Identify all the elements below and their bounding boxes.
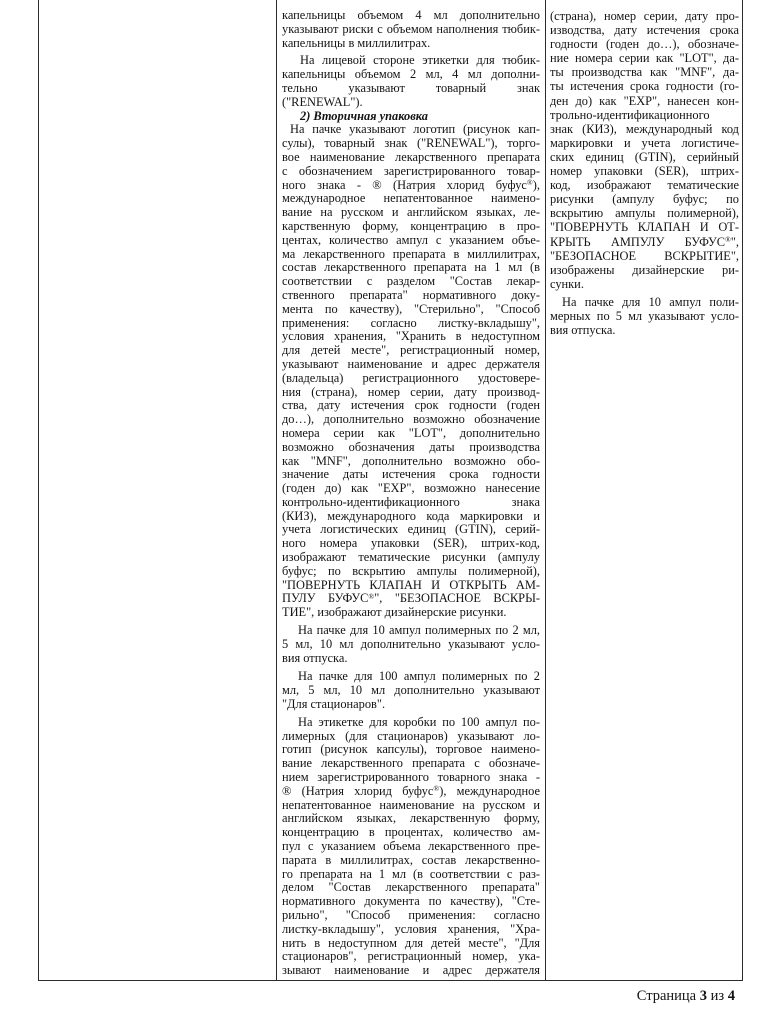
document-table bbox=[38, 0, 743, 981]
text-line: ских единиц (GTIN), серийный bbox=[550, 149, 739, 164]
text-line: капельницы объемом 2 мл, 4 мл дополни- bbox=[282, 68, 540, 82]
text-line: "Для стационаров". bbox=[282, 698, 386, 712]
text-line: для детей месте", регистрационный номер, bbox=[282, 344, 540, 358]
text-line: буфус; по вскрытию ампулы полимерной), bbox=[282, 564, 540, 578]
text-line: капельницы объемом 4 мл дополнительно bbox=[282, 9, 540, 22]
text-line: тельно указывают товарный знак bbox=[282, 81, 540, 95]
text-line: парата в миллилитрах, состав лекарственно- bbox=[282, 853, 540, 867]
text-line: условия хранения, "Хранить в недоступном bbox=[282, 330, 540, 344]
text-line: ты производства как "MNF", да- bbox=[550, 65, 739, 80]
paragraph bbox=[282, 716, 540, 978]
text-line: готип (рисунок капсулы), торговое наимено- bbox=[282, 743, 540, 757]
text-line: номера серии как "LOT", дополнительно bbox=[282, 426, 540, 440]
text-line: лимерных (для стационаров) указывают ло- bbox=[282, 729, 540, 743]
text-line: как "MNF", дополнительно возможно обо- bbox=[282, 454, 540, 468]
text-line: На лицевой стороне этикетки для тюбик- bbox=[300, 54, 540, 68]
text-line: сунки. bbox=[550, 276, 584, 291]
text-line: ния (страна), номер серии, дату производ- bbox=[282, 385, 540, 399]
text-line: На пачке для 10 ампул поли- bbox=[562, 294, 739, 309]
text-line: соответствии с разделом "Состав лекар- bbox=[282, 275, 540, 289]
table-cell-right bbox=[546, 0, 742, 980]
paragraph bbox=[282, 54, 540, 109]
text-line: ПУЛУ БУФУС®", "БЕЗОПАСНОЕ ВСКРЫ- bbox=[282, 592, 540, 606]
paragraph bbox=[550, 9, 739, 291]
text-line: указывают наименование и адрес держателя bbox=[282, 357, 540, 371]
section-subheading bbox=[282, 110, 540, 124]
total-pages-number: 4 bbox=[727, 988, 735, 1004]
text-line: На пачке для 100 ампул полимерных по 2 bbox=[298, 670, 540, 684]
text-line: ма лекарственного препарата в миллилитрах, bbox=[282, 247, 540, 261]
text-line: (годен до) как "EXP", возможно нанесение bbox=[282, 482, 540, 496]
text-line: ства, дату истечения срок годности (годен bbox=[282, 399, 540, 413]
text-line: го препарата на 1 мл (в соответствии с раз- bbox=[282, 867, 540, 881]
text-line: На пачке указывают логотип (рисунок кап- bbox=[290, 123, 540, 137]
text-line: мл, 5 мл, 10 мл дополнительно указывают bbox=[282, 684, 540, 698]
text-line: "ПОВЕРНУТЬ КЛАПАН И ОТКРЫТЬ АМ- bbox=[282, 578, 540, 592]
text-line: трольно-идентификационного bbox=[550, 107, 710, 122]
text-line: применения: согласно листку-вкладышу", bbox=[282, 316, 540, 330]
text-line: листку-вкладышу", условия хранения, "Хра- bbox=[282, 922, 540, 936]
text-line: изображают тематические рисунки (ампулу bbox=[282, 551, 540, 565]
text-line: ден до) как "EXP", нанесен кон- bbox=[550, 93, 739, 108]
text-line: до…), дополнительно возможно обозначение bbox=[282, 413, 540, 427]
text-line: изводства, дату истечения срока bbox=[550, 23, 739, 38]
table-cell-left bbox=[39, 0, 277, 980]
text-line: "ПОВЕРНУТЬ КЛАПАН И ОТ- bbox=[550, 220, 739, 235]
text-line: указывают риски с объемом наполнения тюбик- bbox=[282, 22, 540, 36]
text-line: английском языках, лекарственную форму, bbox=[282, 812, 540, 826]
text-line: "БЕЗОПАСНОЕ ВСКРЫТИЕ", bbox=[550, 248, 739, 263]
text-line: вое наименование лекарственного препарата bbox=[282, 150, 540, 164]
text-line: годности (годен до…), обозначе- bbox=[550, 37, 739, 52]
text-line: знак (КИЗ), международный код bbox=[550, 121, 739, 136]
text-line: зывают наименование и адрес держателя bbox=[282, 964, 540, 978]
text-line: вия отпуска. bbox=[550, 323, 616, 338]
text-line: капельницы в миллилитрах. bbox=[282, 36, 431, 50]
text-line: 5 мл, 10 мл дополнительно указывают усло- bbox=[282, 637, 540, 651]
text-line: значение даты истечения срока годности bbox=[282, 468, 540, 482]
text-line: изображены дизайнерские ри- bbox=[550, 262, 739, 277]
text-line: ты истечения срока годности (го- bbox=[550, 79, 739, 94]
text-line: нием зарегистрированного товарного знака - bbox=[282, 771, 540, 785]
text-line: делом "Состав лекарственного препарата" bbox=[282, 881, 540, 895]
text-line: вия отпуска. bbox=[282, 651, 348, 665]
text-line: маркировки и учета логистиче- bbox=[550, 135, 739, 150]
text-line: ТИЕ", изображают дизайнерские рисунки. bbox=[282, 606, 507, 620]
text-line: вание на русском и английском языках, ле- bbox=[282, 206, 540, 220]
text-line: (страна), номер серии, дату про- bbox=[550, 9, 739, 23]
paragraph bbox=[282, 670, 540, 711]
text-line: рисунки (ампулу буфус; по bbox=[550, 192, 739, 207]
paragraph bbox=[282, 9, 540, 50]
text-line: нить в недоступном для детей месте", "Для bbox=[282, 936, 540, 950]
text-line: непатентованное наименование на русском и bbox=[282, 798, 540, 812]
text-line: возможно обозначения даты производства bbox=[282, 440, 540, 454]
page-number bbox=[637, 988, 735, 1004]
text-line: код, изображают тематические bbox=[550, 178, 739, 193]
text-line: рильно", "Способ применения: согласно bbox=[282, 909, 540, 922]
paragraph bbox=[282, 624, 540, 665]
text-line: контрольно-идентификационного знака bbox=[282, 495, 540, 509]
text-line: ("RENEWAL"). bbox=[282, 95, 363, 109]
text-line: ного номера упаковки (SER), штрих-код, bbox=[282, 537, 540, 551]
text-line: ственного препарата" нормативного доку- bbox=[282, 288, 540, 302]
text-line: сулы), товарный знак ("RENEWAL"), торго- bbox=[282, 137, 540, 151]
text-line: учета логистических единиц (GTIN), серий- bbox=[282, 523, 540, 537]
text-line: вание лекарственного препарата с обозначе- bbox=[282, 757, 540, 771]
current-page-number: 3 bbox=[699, 988, 707, 1004]
text-line: ного знака - ® (Натрия хлорид буфус®), bbox=[282, 178, 540, 192]
text-line: концентрацию в процентах, количество ам- bbox=[282, 826, 540, 840]
table-cell-middle bbox=[277, 0, 546, 980]
text-line: нормативного документа по качеству), "Сте- bbox=[282, 895, 540, 909]
text-line: мерных по 5 мл указывают усло- bbox=[550, 308, 739, 323]
text-line: ® (Натрия хлорид буфус®), международное bbox=[282, 784, 540, 798]
text-line: международное непатентованное наимено- bbox=[282, 192, 540, 206]
text-line: (КИЗ), международного кода маркировки и bbox=[282, 509, 540, 523]
paragraph bbox=[282, 123, 540, 620]
text-line: вскрытию ампулы полимерной), bbox=[550, 206, 739, 221]
text-line: с обозначением зарегистрированного товар- bbox=[282, 164, 540, 178]
text-line: состав лекарственного препарата на 1 мл (в bbox=[282, 261, 540, 275]
text-line: мента по качеству), "Стерильно", "Способ bbox=[282, 302, 540, 316]
text-line: (владельца) регистрационного удостовере- bbox=[282, 371, 540, 385]
text-line: номер упаковки (SER), штрих- bbox=[550, 164, 739, 179]
text-line: центах, количество ампул с указанием объе- bbox=[282, 233, 540, 247]
page-label: Страница bbox=[636, 988, 697, 1004]
text-line: На пачке для 10 ампул полимерных по 2 мл, bbox=[298, 624, 540, 638]
text-line: КРЫТЬ АМПУЛУ БУФУС®", bbox=[550, 234, 739, 249]
page-separator: из bbox=[710, 988, 725, 1004]
paragraph bbox=[550, 295, 739, 337]
subheading-text: 2) Вторичная упаковка bbox=[300, 109, 428, 123]
text-line: ние номера серии как "LOT", да- bbox=[550, 51, 739, 66]
text-line: На этикетке для коробки по 100 ампул по- bbox=[298, 715, 540, 729]
text-line: стационаров", регистрационный номер, ука- bbox=[282, 950, 540, 964]
text-line: пул с указанием объема лекарственного пре- bbox=[282, 840, 540, 854]
text-line: карственную форму, концентрацию в про- bbox=[282, 219, 540, 233]
